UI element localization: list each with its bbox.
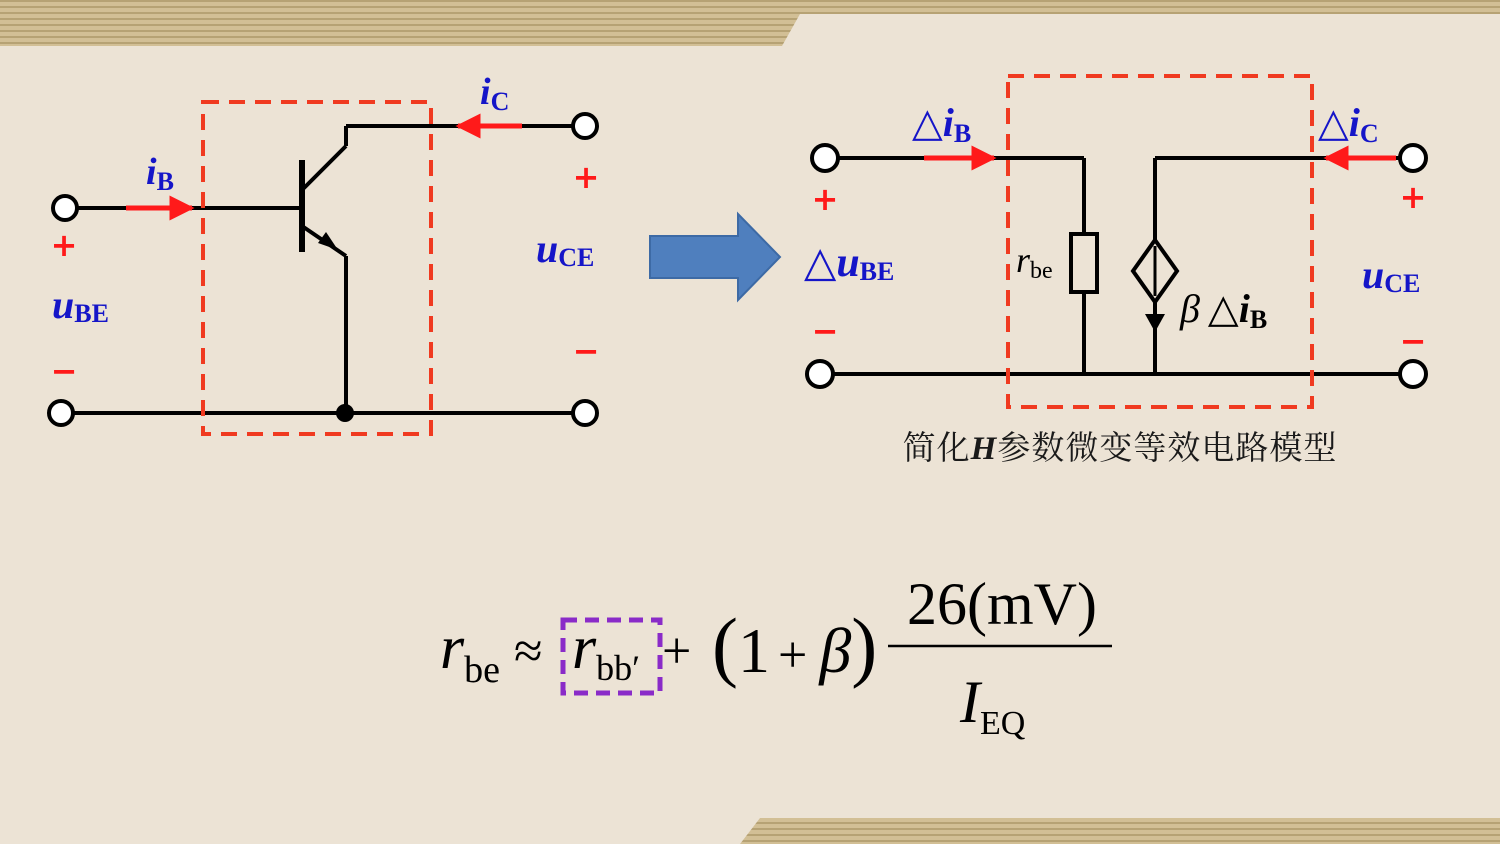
minus-ce: − [572, 332, 600, 370]
bjt-dashed-box [203, 102, 431, 434]
formula-plus: + [662, 623, 692, 680]
plus-delta-be: + [811, 180, 839, 218]
emitter-arrow [318, 232, 338, 250]
label-ic: iC [480, 71, 510, 116]
label-delta-ib: △iB [912, 100, 972, 148]
junction-dot [336, 404, 354, 422]
minus-delta-be: − [811, 312, 839, 350]
hparam-dashed-box [1008, 76, 1312, 407]
resistor-rbe [1071, 234, 1097, 292]
plus-delta-ce: + [1399, 178, 1427, 216]
label-rbe: rbe [1016, 240, 1053, 284]
top-decorative-band [0, 0, 1500, 46]
label-ube: uBE [52, 282, 109, 328]
bottom-decorative-band [740, 818, 1500, 844]
equivalent-circuit [834, 158, 1401, 374]
plus-ce: + [572, 158, 600, 196]
formula-factor: (1 + β) [712, 602, 878, 689]
terminal-emitter-right [573, 401, 597, 425]
label-uce: uCE [536, 226, 595, 272]
rbe-formula [440, 571, 1112, 742]
label-delta-ube: △uBE [804, 240, 895, 286]
terminal-collector [573, 114, 597, 138]
right-terminals [807, 145, 1426, 387]
minus-delta-ce: − [1399, 322, 1427, 360]
plus-be: + [50, 226, 78, 264]
label-beta-delta-ib: β △iB [1180, 286, 1268, 334]
minus-be: − [50, 352, 78, 390]
formula-lhs: $r_{be}$ [440, 614, 501, 691]
terminal-base [53, 196, 77, 220]
label-uce-right: uCE [1362, 252, 1421, 298]
terminal-emitter-left [49, 401, 73, 425]
left-terminals [49, 114, 597, 425]
label-delta-ic: △iC [1318, 100, 1379, 148]
transform-arrow-icon [650, 214, 780, 300]
formula-rbb: rbb′ [572, 614, 641, 688]
label-ib: iB [146, 151, 174, 196]
formula-denominator: $I_{EQ}$ [960, 669, 1026, 742]
formula-numerator: 26(mV) [907, 571, 1097, 637]
formula-approx: ≈ [514, 623, 543, 680]
circuit-caption: 简化H参数微变等效电路模型 [902, 428, 1338, 467]
